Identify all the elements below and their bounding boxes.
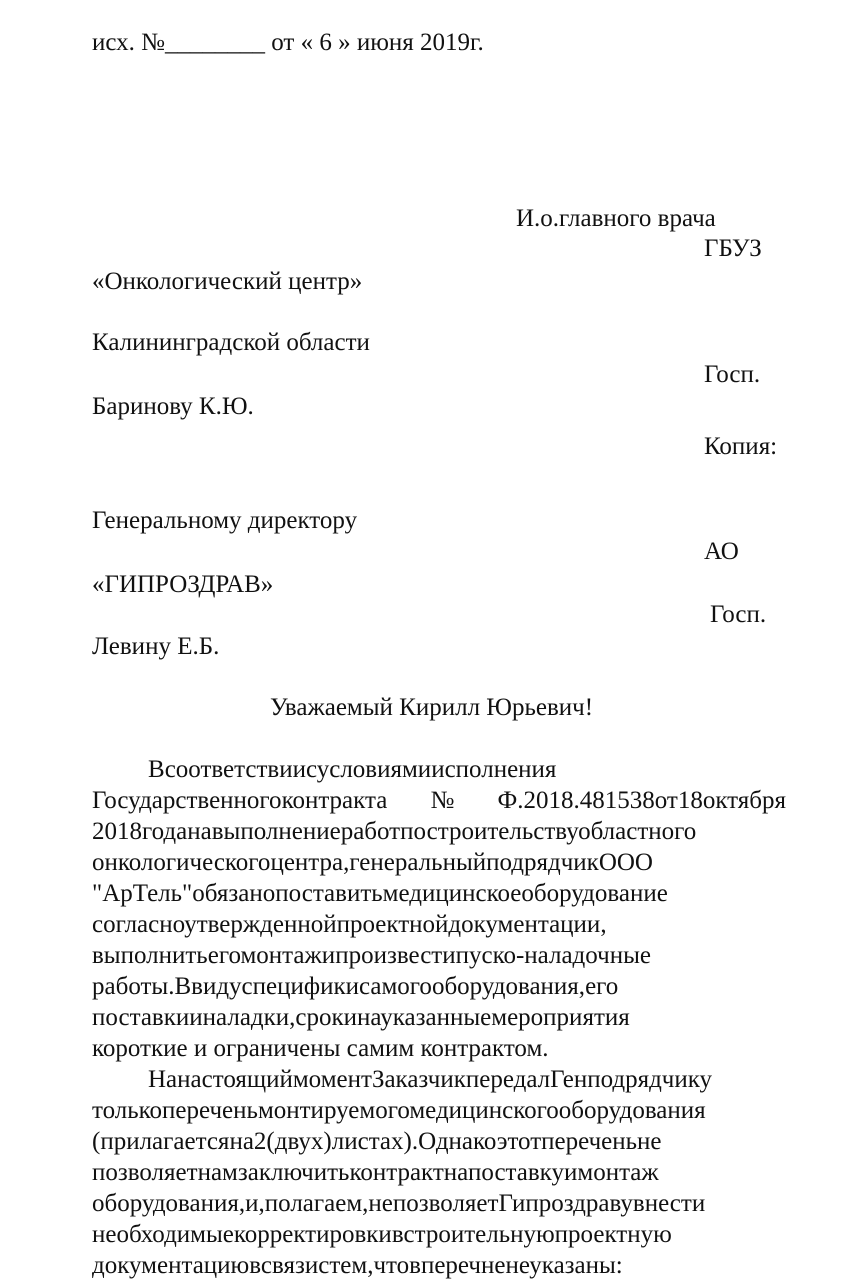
paragraph-line: "АрТель"обязанопоставитьмедицинскоеоборудование [92,880,668,907]
salutation: Уважаемый Кирилл Юрьевич! [270,694,594,721]
paragraph-line: Государственногоконтракта№Ф.2018.481538от18октября [92,787,786,814]
copy-title: Госп. [710,601,767,628]
paragraph-line: работы.Ввидуспецификисамогооборудования,его [92,973,619,1000]
paragraph-line: поставкииналадки,срокинауказанныемероприятия [92,1004,630,1031]
paragraph-2 [92,1064,786,1281]
paragraph-line: согласноутвержденнойпроектнойдокументации, [92,911,607,938]
paragraph-line: документациювсвязистем,чтовперечненеуказаны: [92,1252,623,1279]
addressee-region: Калининградской области [92,329,370,356]
copy-label: Копия: [704,433,778,460]
paragraph-line: Всоответствиисусловиямиисполнения [148,756,557,783]
paragraph-line: оборудования,и,полагаем,непозволяетГипроздравувнести [92,1190,706,1217]
paragraph-line: 2018годанавыполнениеработпостроительствуобластного [92,818,697,845]
paragraph-line: НанастоящиймоментЗаказчикпередалГенподрядчику [148,1066,713,1093]
paragraph-line: короткие и ограничены самим контрактом. [92,1035,549,1062]
paragraph-1 [92,754,786,1064]
outgoing-number: исх. №________ от « 6 » июня 2019г. [92,29,484,56]
paragraph-line: выполнитьегомонтажипроизвестипуско-наладочные [92,942,651,969]
addressee-name: Баринову К.Ю. [92,393,254,420]
paragraph-line: онкологическогоцентра,генеральныйподрядчикООО [92,849,653,876]
paragraph-line: (прилагаетсяна2(двух)листах).Однакоэтотпереченьне [92,1128,662,1155]
copy-name: Левину Е.Б. [92,633,220,660]
copy-position: Генеральному директору [92,507,358,534]
addressee-title: Госп. [704,361,761,388]
paragraph-line: необходимыекорректировкивстроительнуюпроектную [92,1221,672,1248]
addressee-position: И.о.главного врача [516,205,716,232]
addressee-org-type: ГБУЗ [704,235,762,262]
addressee-org-name: «Онкологический центр» [92,268,363,295]
paragraph-line: толькопереченьмонтируемогомедицинскогооборудования [92,1097,706,1124]
copy-org-type: АО [704,538,739,565]
copy-org-name: «ГИПРОЗДРАВ» [92,571,274,598]
paragraph-line: позволяетнамзаключитьконтрактнапоставкуимонтаж [92,1159,659,1186]
